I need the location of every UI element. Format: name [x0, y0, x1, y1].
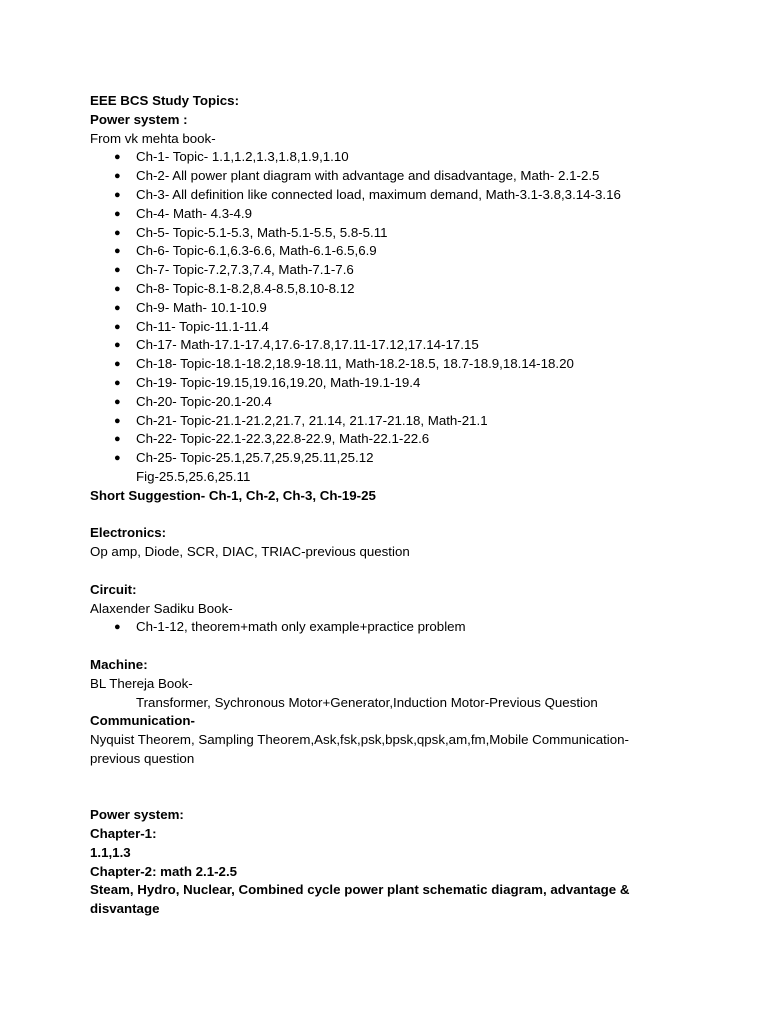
list-item [90, 148, 730, 167]
bullet-icon: ● [114, 207, 121, 220]
electronics-heading: Electronics: [90, 525, 167, 541]
list-item-text: Ch-5- Topic-5.1-5.3, Math-5.1-5.5, 5.8-5.11 [136, 224, 388, 240]
bullet-icon: ● [114, 339, 121, 352]
bullet-icon: ● [114, 170, 121, 183]
list-item-text: Ch-6- Topic-6.1,6.3-6.6, Math-6.1-6.5,6.9 [136, 243, 377, 259]
power-system-list [90, 148, 730, 468]
power-system-2-heading: Power system: [90, 807, 184, 823]
bullet-icon: ● [114, 320, 121, 333]
bullet-icon: ● [114, 358, 121, 371]
bullet-icon: ● [114, 376, 121, 389]
circuit-source: Alaxender Sadiku Book- [90, 600, 233, 616]
list-item [90, 355, 730, 374]
list-item-text: Ch-4- Math- 4.3-4.9 [136, 205, 253, 221]
chapter-1-topics: 1.1,1.3 [90, 844, 131, 860]
short-suggestion: Short Suggestion- Ch-1, Ch-2, Ch-3, Ch-19-25 [90, 487, 376, 503]
communication-heading: Communication- [90, 713, 195, 729]
list-item-text: Ch-3- All definition like connected load, maximum demand, Math-3.1-3.8,3.14-3.16 [136, 186, 621, 202]
bullet-icon: ● [114, 621, 121, 634]
list-item-text: Ch-20- Topic-20.1-20.4 [136, 393, 272, 409]
circuit-heading: Circuit: [90, 581, 137, 597]
spacer [90, 506, 730, 525]
spacer [90, 769, 730, 788]
bullet-icon: ● [114, 151, 121, 164]
list-item-text: Ch-1-12, theorem+math only example+practice problem [136, 619, 466, 635]
bullet-icon: ● [114, 282, 121, 295]
list-item [90, 205, 730, 224]
list-item-text: Ch-17- Math-17.1-17.4,17.6-17.8,17.11-17.12,17.14-17.15 [136, 337, 479, 353]
power-system-heading: Power system : [90, 111, 188, 127]
document-page [90, 92, 730, 919]
machine-heading: Machine: [90, 656, 148, 672]
list-item-text: Ch-25- Topic-25.1,25.7,25.9,25.11,25.12 [136, 450, 374, 466]
bullet-icon: ● [114, 264, 121, 277]
list-item-text: Ch-18- Topic-18.1-18.2,18.9-18.11, Math-18.2-18.5, 18.7-18.9,18.14-18.20 [136, 356, 574, 372]
list-item [90, 261, 730, 280]
list-item [90, 224, 730, 243]
bullet-icon: ● [114, 188, 121, 201]
list-item-continuation: Fig-25.5,25.6,25.11 [136, 468, 251, 484]
chapter-1-heading: Chapter-1: [90, 826, 157, 842]
bullet-icon: ● [114, 245, 121, 258]
list-item-text: Ch-7- Topic-7.2,7.3,7.4, Math-7.1-7.6 [136, 262, 354, 278]
list-item [90, 374, 730, 393]
list-item [90, 280, 730, 299]
list-item [90, 167, 730, 186]
list-item [90, 186, 730, 205]
list-item-text: Ch-21- Topic-21.1-21.2,21.7, 21.14, 21.17-21.18, Math-21.1 [136, 412, 488, 428]
communication-text: Nyquist Theorem, Sampling Theorem,Ask,fsk,psk,bpsk,qpsk,am,fm,Mobile Communication-previous question [90, 732, 629, 766]
chapter-2-heading: Chapter-2: math 2.1-2.5 [90, 863, 238, 879]
spacer [90, 637, 730, 656]
circuit-list [90, 618, 730, 637]
bullet-icon: ● [114, 414, 121, 427]
list-item [90, 242, 730, 261]
bullet-icon: ● [114, 301, 121, 314]
list-item [90, 299, 730, 318]
bullet-icon: ● [114, 433, 121, 446]
spacer [90, 562, 730, 581]
list-item-text: Ch-22- Topic-22.1-22.3,22.8-22.9, Math-22.1-22.6 [136, 431, 430, 447]
list-item-text: Ch-8- Topic-8.1-8.2,8.4-8.5,8.10-8.12 [136, 280, 355, 296]
list-item-text: Ch-1- Topic- 1.1,1.2,1.3,1.8,1.9,1.10 [136, 149, 349, 165]
electronics-text: Op amp, Diode, SCR, DIAC, TRIAC-previous question [90, 544, 410, 560]
power-system-source: From vk mehta book- [90, 130, 216, 146]
list-item [90, 412, 730, 431]
list-item [90, 618, 730, 637]
bullet-icon: ● [114, 452, 121, 465]
list-item [90, 336, 730, 355]
document-title: EEE BCS Study Topics: [90, 93, 239, 108]
list-item-text: Ch-19- Topic-19.15,19.16,19.20, Math-19.1-19.4 [136, 374, 421, 390]
list-item-text: Ch-11- Topic-11.1-11.4 [136, 318, 269, 334]
list-item [90, 430, 730, 449]
list-item [90, 449, 730, 468]
bullet-icon: ● [114, 226, 121, 239]
list-item [90, 393, 730, 412]
machine-source: BL Thereja Book- [90, 675, 193, 691]
spacer [90, 787, 730, 806]
list-item-text: Ch-2- All power plant diagram with advantage and disadvantage, Math- 2.1-2.5 [136, 168, 600, 184]
list-item [90, 318, 730, 337]
list-item-text: Ch-9- Math- 10.1-10.9 [136, 299, 267, 315]
chapter-2-text: Steam, Hydro, Nuclear, Combined cycle power plant schematic diagram, advantage & disvantage [90, 882, 630, 917]
bullet-icon: ● [114, 395, 121, 408]
machine-text: Transformer, Sychronous Motor+Generator,Induction Motor-Previous Question [136, 694, 598, 710]
